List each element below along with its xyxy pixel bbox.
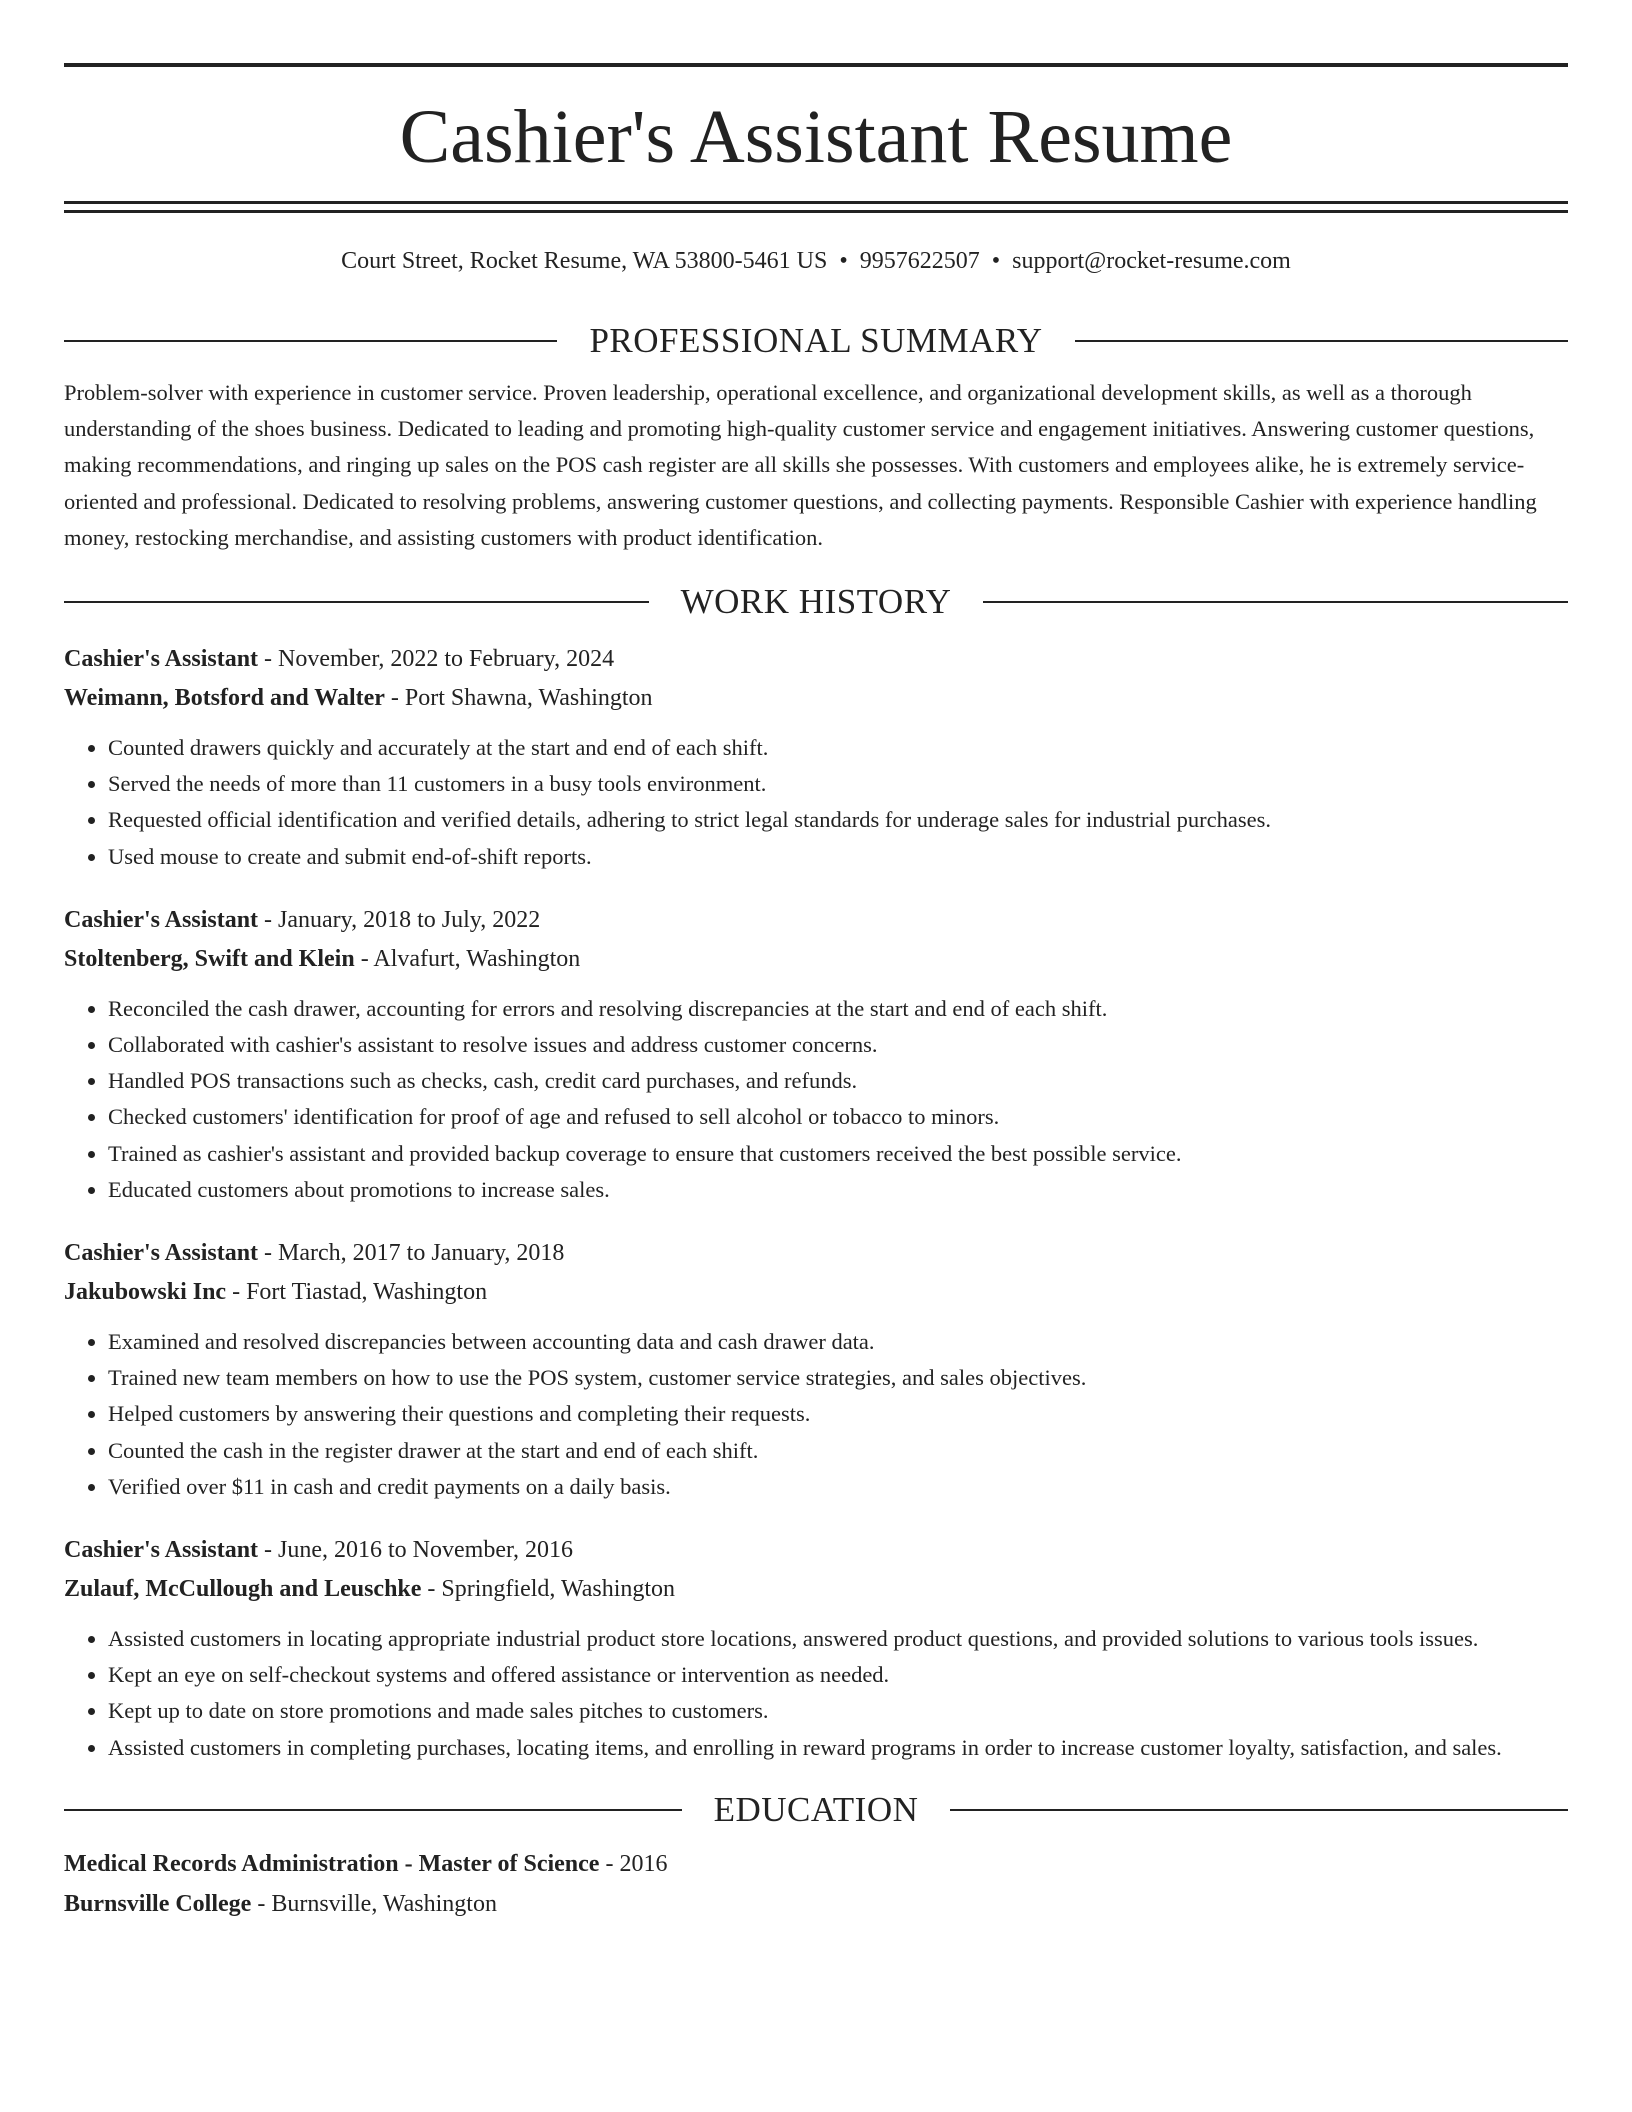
summary-heading bbox=[64, 319, 1568, 363]
duty-item: • Counted the cash in the register drawer at the start and end of each shift. bbox=[108, 1433, 1568, 1469]
duty-item: • Checked customers' identification for proof of age and refused to sell alcohol or tobacco to minors. bbox=[108, 1099, 1568, 1135]
job-title-line bbox=[64, 1531, 1568, 1570]
job-title-line bbox=[64, 640, 1568, 679]
contact-phone: 9957622507 bbox=[859, 248, 980, 274]
job-duties bbox=[64, 1324, 1568, 1505]
contact-email: support@rocket-resume.com bbox=[1012, 248, 1291, 274]
contact-separator: • bbox=[991, 248, 1001, 274]
job-dates: - June, 2016 to November, 2016 bbox=[258, 1537, 574, 1564]
work-history-list bbox=[64, 640, 1568, 1766]
job-title: Cashier's Assistant bbox=[64, 906, 259, 933]
duty-item: • Kept an eye on self-checkout systems and offered assistance or intervention as needed. bbox=[108, 1657, 1568, 1693]
summary-text: Problem-solver with experience in customer service. Proven leadership, operational excellence, and organizational development skills, as well as a thorough understanding of the shoes business. Dedicated to leading and promoting high-quality customer service and engagement initiatives. Answering customer questions, making recommendations, and ringing up sales on the POS cash register are all skills she possesses. With customers and employees alike, he is extremely service-oriented and professional. Dedicated to resolving problems, answering customer questions, and collecting payments. Responsible Cashier with experience handling money, restocking merchandise, and assisting customers with product identification. bbox=[64, 380, 1537, 550]
education-school-line bbox=[64, 1884, 1568, 1924]
duty-item: • Kept up to date on store promotions and made sales pitches to customers. bbox=[108, 1693, 1568, 1729]
duty-item: • Counted drawers quickly and accurately at the start and end of each shift. bbox=[108, 730, 1568, 766]
job-company-line bbox=[64, 940, 1568, 979]
job-dates: - November, 2022 to February, 2024 bbox=[258, 646, 615, 673]
education-location: - Burnsville, Washington bbox=[251, 1890, 497, 1917]
job-duties bbox=[64, 1621, 1568, 1766]
duty-item: • Educated customers about promotions to increase sales. bbox=[108, 1172, 1568, 1208]
heading-rule bbox=[64, 340, 557, 342]
job-dates: - March, 2017 to January, 2018 bbox=[258, 1240, 565, 1267]
duty-item: • Trained new team members on how to use the POS system, customer service strategies, and sales objectives. bbox=[108, 1360, 1568, 1396]
education-degree: Medical Records Administration - Master of Science bbox=[64, 1850, 600, 1877]
job-location: - Fort Tiastad, Washington bbox=[226, 1279, 488, 1306]
duty-item: • Requested official identification and verified details, adhering to strict legal standards for underage sales for industrial purchases. bbox=[108, 802, 1568, 838]
job-company-line bbox=[64, 679, 1568, 718]
job-entry bbox=[64, 1234, 1568, 1505]
duty-item: • Collaborated with cashier's assistant to resolve issues and address customer concerns. bbox=[108, 1027, 1568, 1063]
job-location: - Port Shawna, Washington bbox=[384, 685, 653, 712]
job-company-line bbox=[64, 1273, 1568, 1312]
work-history-heading bbox=[64, 580, 1568, 624]
education-year: - 2016 bbox=[599, 1850, 668, 1877]
job-duties bbox=[64, 730, 1568, 875]
job-location: - Alvafurt, Washington bbox=[354, 945, 581, 972]
duty-item: • Assisted customers in completing purchases, locating items, and enrolling in reward programs in order to increase customer loyalty, satisfaction, and sales. bbox=[108, 1730, 1568, 1766]
heading-rule bbox=[983, 601, 1568, 603]
job-entry bbox=[64, 640, 1568, 875]
duty-item: • Examined and resolved discrepancies between accounting data and cash drawer data. bbox=[108, 1324, 1568, 1360]
job-dates: - January, 2018 to July, 2022 bbox=[258, 906, 541, 933]
education-heading bbox=[64, 1788, 1568, 1832]
job-company: Weimann, Botsford and Walter bbox=[64, 685, 385, 712]
duty-item: • Trained as cashier's assistant and provided backup coverage to ensure that customers received the best possible service. bbox=[108, 1136, 1568, 1172]
heading-rule bbox=[64, 1809, 682, 1811]
heading-rule bbox=[64, 601, 649, 603]
job-title: Cashier's Assistant bbox=[64, 1537, 259, 1564]
job-title-line bbox=[64, 901, 1568, 940]
duty-item: • Helped customers by answering their questions and completing their requests. bbox=[108, 1396, 1568, 1432]
job-title: Cashier's Assistant bbox=[64, 646, 259, 673]
job-company-line bbox=[64, 1570, 1568, 1609]
contact-line bbox=[64, 243, 1568, 279]
job-title-line bbox=[64, 1234, 1568, 1273]
duty-item: • Reconciled the cash drawer, accounting for errors and resolving discrepancies at the start and end of each shift. bbox=[108, 991, 1568, 1027]
heading-rule bbox=[950, 1809, 1568, 1811]
resume-page bbox=[64, 0, 1568, 1924]
education-heading-label: EDUCATION bbox=[713, 1789, 919, 1829]
duty-item: • Used mouse to create and submit end-of-shift reports. bbox=[108, 839, 1568, 875]
summary-heading-label: PROFESSIONAL SUMMARY bbox=[589, 321, 1043, 360]
heading-rule bbox=[1075, 340, 1568, 342]
education-school: Burnsville College bbox=[64, 1890, 252, 1917]
duty-item: • Served the needs of more than 11 customers in a busy tools environment. bbox=[108, 766, 1568, 802]
job-entry bbox=[64, 901, 1568, 1208]
job-duties bbox=[64, 991, 1568, 1208]
duty-item: • Handled POS transactions such as checks, cash, credit card purchases, and refunds. bbox=[108, 1063, 1568, 1099]
job-title: Cashier's Assistant bbox=[64, 1240, 259, 1267]
work-history-heading-label: WORK HISTORY bbox=[680, 582, 952, 622]
job-location: - Springfield, Washington bbox=[421, 1576, 676, 1603]
contact-address: Court Street, Rocket Resume, WA 53800-5461 US bbox=[341, 248, 828, 274]
duty-item: • Verified over $11 in cash and credit payments on a daily basis. bbox=[108, 1469, 1568, 1505]
page-title: Cashier's Assistant Resume bbox=[399, 95, 1233, 179]
job-entry bbox=[64, 1531, 1568, 1766]
duty-item: • Assisted customers in locating appropriate industrial product store locations, answered product questions, and provided solutions to various tools issues. bbox=[108, 1621, 1568, 1657]
contact-separator: • bbox=[839, 248, 848, 274]
education-degree-line bbox=[64, 1844, 1568, 1884]
job-company: Stoltenberg, Swift and Klein bbox=[64, 945, 355, 972]
title-double-rule bbox=[64, 201, 1568, 213]
job-company: Jakubowski Inc bbox=[64, 1279, 227, 1306]
job-company: Zulauf, McCullough and Leuschke bbox=[64, 1576, 422, 1603]
education-entry bbox=[64, 1844, 1568, 1924]
